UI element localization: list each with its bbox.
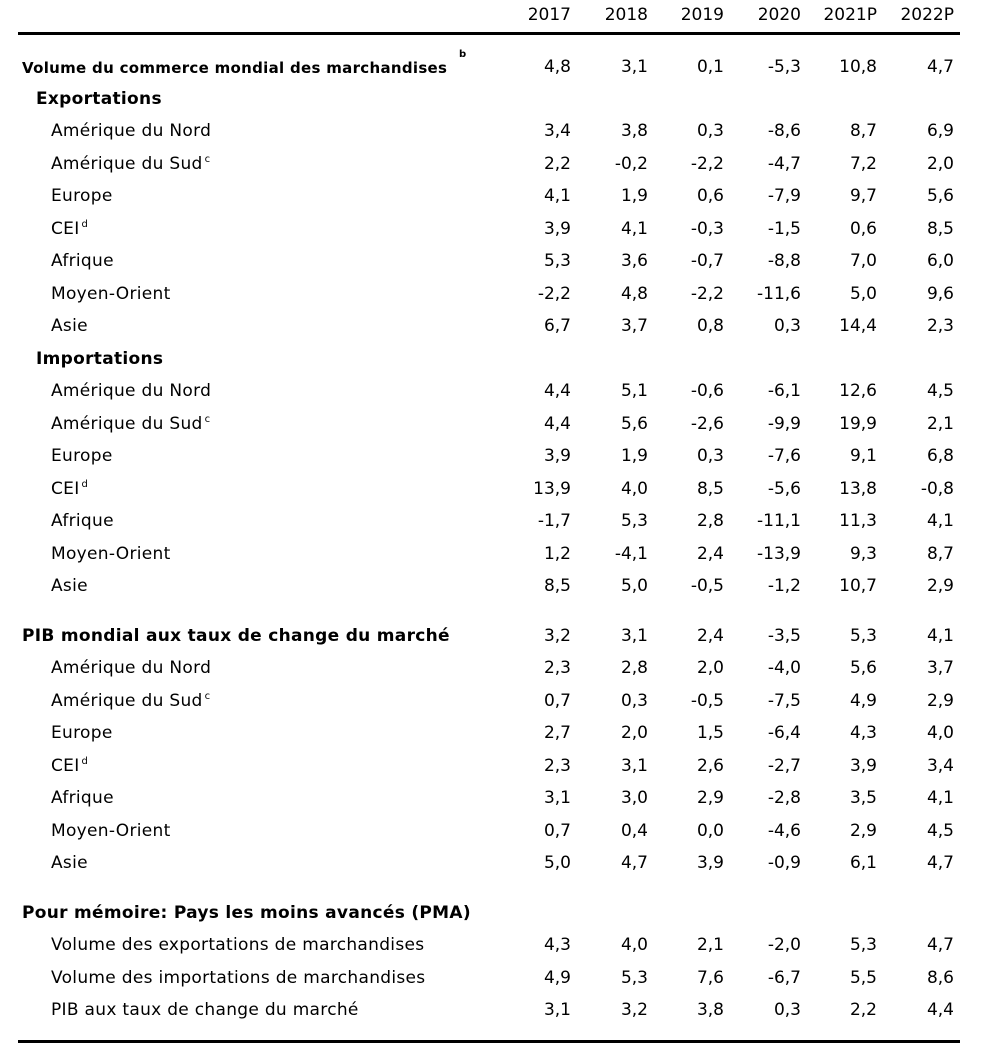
table-cell: 4,8 [543,57,571,77]
table-cell: 4,5 [926,821,954,841]
section-heading-row [18,903,960,933]
table-cell: 4,1 [926,626,954,646]
table-cell: -4,6 [767,821,801,841]
footnote-marker: d [81,219,89,231]
row-label: Europe [51,446,113,466]
table-cell: 4,3 [849,723,877,743]
section-heading-row [18,89,960,119]
table-row [18,968,960,998]
table-row [18,316,960,346]
row-label-text: Amérique du Sud [51,691,203,711]
table-cell: -6,4 [767,723,801,743]
table-row [18,756,960,786]
table-cell: 3,1 [543,788,571,808]
table-cell: 5,3 [620,968,648,988]
table-row [18,935,960,965]
table-cell: -4,1 [614,544,648,564]
table-row [18,511,960,541]
table-cell: 4,0 [620,935,648,955]
row-label: Volume du commerce mondial des marchandises [22,59,448,77]
table-cell: 7,6 [696,968,724,988]
row-label [51,414,210,434]
row-label: Asie [51,316,88,336]
row-label: Afrique [51,788,114,808]
table-cell: 2,0 [620,723,648,743]
table-cell: 0,6 [849,219,877,239]
table-cell: 5,0 [543,853,571,873]
table-cell: 3,1 [620,756,648,776]
table-cell: 12,6 [839,381,877,401]
table-cell: 3,9 [543,219,571,239]
table-bottom-rule [18,1040,960,1043]
table-cell: -0,7 [690,251,724,271]
row-label: Volume des importations de marchandises [51,968,426,988]
footnote-marker: d [81,756,89,768]
table-cell: -2,2 [690,284,724,304]
table-cell: -7,9 [767,186,801,206]
table-cell: 8,6 [926,968,954,988]
table-cell: 3,2 [620,1000,648,1020]
table-cell: 5,6 [926,186,954,206]
row-label: Moyen-Orient [51,821,171,841]
table-cell: 4,7 [926,57,954,77]
table-row [18,544,960,574]
table-cell: 0,3 [773,316,801,336]
table-cell: 3,4 [543,121,571,141]
year-header: 2021P [823,5,877,25]
table-cell: -0,5 [690,691,724,711]
row-label: Moyen-Orient [51,284,171,304]
table-cell: 0,3 [620,691,648,711]
table-cell: 5,5 [849,968,877,988]
table-cell: -2,8 [767,788,801,808]
table-cell: -0,5 [690,576,724,596]
table-cell: 2,8 [620,658,648,678]
table-cell: -6,1 [767,381,801,401]
row-label: PIB aux taux de change du marché [51,1000,359,1020]
table-cell: 2,9 [926,576,954,596]
table-cell: -0,6 [690,381,724,401]
table-cell: -4,0 [767,658,801,678]
row-label: Asie [51,576,88,596]
table-cell: -2,2 [690,154,724,174]
table-cell: 4,1 [926,788,954,808]
table-row [18,446,960,476]
year-header: 2019 [680,5,724,25]
year-header: 2017 [527,5,571,25]
row-label-text: CEI [51,479,80,499]
table-cell: 10,7 [839,576,877,596]
table-cell: 3,9 [696,853,724,873]
table-cell: 3,5 [849,788,877,808]
table-cell: 19,9 [839,414,877,434]
row-label: PIB mondial aux taux de change du marché [22,626,450,646]
row-label: Moyen-Orient [51,544,171,564]
table-cell: -2,6 [690,414,724,434]
table-row [18,788,960,818]
table-cell: 6,0 [926,251,954,271]
row-label [51,154,210,174]
table-cell: 4,7 [620,853,648,873]
table-cell: 3,9 [543,446,571,466]
table-cell: 5,3 [849,935,877,955]
table-cell: 5,3 [849,626,877,646]
table-row [18,821,960,851]
table-cell: 5,1 [620,381,648,401]
row-label-text: CEI [51,219,80,239]
table-cell: 2,3 [543,756,571,776]
table-cell: -13,9 [757,544,801,564]
table-cell: 3,1 [543,1000,571,1020]
table-cell: 1,5 [696,723,724,743]
table-cell: 3,7 [620,316,648,336]
row-label: Volume des exportations de marchandises [51,935,425,955]
table-cell: -9,9 [767,414,801,434]
table-cell: 1,9 [620,186,648,206]
table-cell: 6,1 [849,853,877,873]
table-row [18,658,960,688]
table-cell: 3,8 [620,121,648,141]
footnote-marker: d [81,479,89,491]
table-cell: 4,7 [926,853,954,873]
table-cell: 1,9 [620,446,648,466]
year-header: 2020 [757,5,801,25]
footnote-marker: c [204,691,211,703]
table-cell: 2,9 [926,691,954,711]
table-cell: 3,7 [926,658,954,678]
row-label: Afrique [51,511,114,531]
row-label: Europe [51,723,113,743]
table-row [18,219,960,249]
table-cell: -7,6 [767,446,801,466]
table-cell: 9,1 [849,446,877,466]
table-cell: 2,6 [696,756,724,776]
table-cell: 4,0 [620,479,648,499]
footnote-marker: c [204,414,211,426]
table-cell: -0,8 [920,479,954,499]
table-cell: 4,7 [926,935,954,955]
table-cell: 2,1 [926,414,954,434]
table-cell: 3,2 [543,626,571,646]
table-cell: 2,0 [696,658,724,678]
table-cell: 3,4 [926,756,954,776]
table-row [18,479,960,509]
table-cell: 5,0 [620,576,648,596]
table-row [18,576,960,606]
table-row [18,1000,960,1030]
row-label [51,479,88,499]
table-cell: 4,1 [926,511,954,531]
row-label: Asie [51,853,88,873]
table-cell: -5,3 [767,57,801,77]
table-cell: 9,7 [849,186,877,206]
row-label-text: Amérique du Sud [51,414,203,434]
table-cell: -0,2 [614,154,648,174]
table-row [18,414,960,444]
table-cell: 4,0 [926,723,954,743]
table-cell: 5,6 [849,658,877,678]
table-cell: 4,5 [926,381,954,401]
table-cell: 14,4 [839,316,877,336]
table-cell: 2,9 [849,821,877,841]
table-row [18,284,960,314]
table-cell: 8,5 [926,219,954,239]
table-cell: 2,4 [696,626,724,646]
table-cell: 2,4 [696,544,724,564]
table-cell: 4,1 [543,186,571,206]
table-row [18,691,960,721]
year-header: 2022P [900,5,954,25]
table-row [18,186,960,216]
table-row [18,121,960,151]
table-cell: 0,3 [696,121,724,141]
table-cell: 5,3 [620,511,648,531]
table-cell: 8,5 [696,479,724,499]
table-cell: 13,8 [839,479,877,499]
table-cell: 3,1 [620,626,648,646]
table-cell: 0,3 [696,446,724,466]
row-label [51,219,88,239]
table-cell: 2,0 [926,154,954,174]
section-heading: Exportations [36,89,162,109]
table-cell: -3,5 [767,626,801,646]
section-heading: Pour mémoire: Pays les moins avancés (PMA) [22,903,471,923]
row-label: Europe [51,186,113,206]
table-cell: -0,3 [690,219,724,239]
table-cell: 3,1 [620,57,648,77]
table-cell: -11,1 [757,511,801,531]
table-cell: 0,4 [620,821,648,841]
table-cell: 3,9 [849,756,877,776]
table-cell: 4,3 [543,935,571,955]
table-cell: -4,7 [767,154,801,174]
row-label [51,756,88,776]
table-cell: 0,8 [696,316,724,336]
table-cell: 6,7 [543,316,571,336]
table-cell: -0,9 [767,853,801,873]
table-cell: 4,9 [849,691,877,711]
table-cell: 9,6 [926,284,954,304]
section-heading-row [18,349,960,379]
table-cell: 4,1 [620,219,648,239]
table-cell: 0,7 [543,691,571,711]
table-cell: 2,3 [926,316,954,336]
table-cell: -1,7 [537,511,571,531]
table-cell: 2,3 [543,658,571,678]
row-label: Amérique du Nord [51,121,212,141]
year-header: 2018 [604,5,648,25]
table-cell: 1,2 [543,544,571,564]
table-row [18,154,960,184]
table-cell: -5,6 [767,479,801,499]
table-cell: 2,1 [696,935,724,955]
row-label: Amérique du Nord [51,381,212,401]
table-cell: 4,9 [543,968,571,988]
table-cell: 3,6 [620,251,648,271]
table-cell: 5,6 [620,414,648,434]
table-cell: 0,6 [696,186,724,206]
table-cell: 11,3 [839,511,877,531]
table-cell: -2,7 [767,756,801,776]
table-cell: 0,1 [696,57,724,77]
table-cell: 9,3 [849,544,877,564]
table-cell: 4,8 [620,284,648,304]
table-cell: 8,5 [543,576,571,596]
table-cell: 3,0 [620,788,648,808]
table-cell: 0,0 [696,821,724,841]
table-cell: 4,4 [543,414,571,434]
table-cell: 8,7 [849,121,877,141]
table-cell: 0,3 [773,1000,801,1020]
row-label: Afrique [51,251,114,271]
table-cell: -8,8 [767,251,801,271]
table-cell: 10,8 [839,57,877,77]
footnote-marker: b [459,49,467,60]
row-label-text: CEI [51,756,80,776]
table-row [18,49,960,87]
table-cell: -2,0 [767,935,801,955]
table-cell: 0,7 [543,821,571,841]
row-label: Amérique du Nord [51,658,212,678]
table-cell: 2,2 [543,154,571,174]
table-cell: 13,9 [533,479,571,499]
table-cell: 5,0 [849,284,877,304]
table-cell: 2,9 [696,788,724,808]
table-cell: 7,0 [849,251,877,271]
table-cell: -11,6 [757,284,801,304]
table-cell: 2,7 [543,723,571,743]
table-cell: 5,3 [543,251,571,271]
table-cell: -7,5 [767,691,801,711]
table-cell: 7,2 [849,154,877,174]
table-cell: 4,4 [543,381,571,401]
table-cell: 6,8 [926,446,954,466]
row-label-text: Amérique du Sud [51,154,203,174]
table-row [18,381,960,411]
table-cell: -6,7 [767,968,801,988]
table-cell: 2,8 [696,511,724,531]
table-cell: 3,8 [696,1000,724,1020]
table-cell: -8,6 [767,121,801,141]
table-row [18,626,960,656]
table-cell: 4,4 [926,1000,954,1020]
table-header [18,0,960,35]
section-heading: Importations [36,349,164,369]
table-row [18,251,960,281]
table-cell: -2,2 [537,284,571,304]
table-cell: -1,5 [767,219,801,239]
table-row [18,723,960,753]
table-cell: 6,9 [926,121,954,141]
table-row [18,853,960,883]
table-cell: 8,7 [926,544,954,564]
table-cell: -1,2 [767,576,801,596]
footnote-marker: c [204,154,211,166]
table-cell: 2,2 [849,1000,877,1020]
row-label [51,691,210,711]
